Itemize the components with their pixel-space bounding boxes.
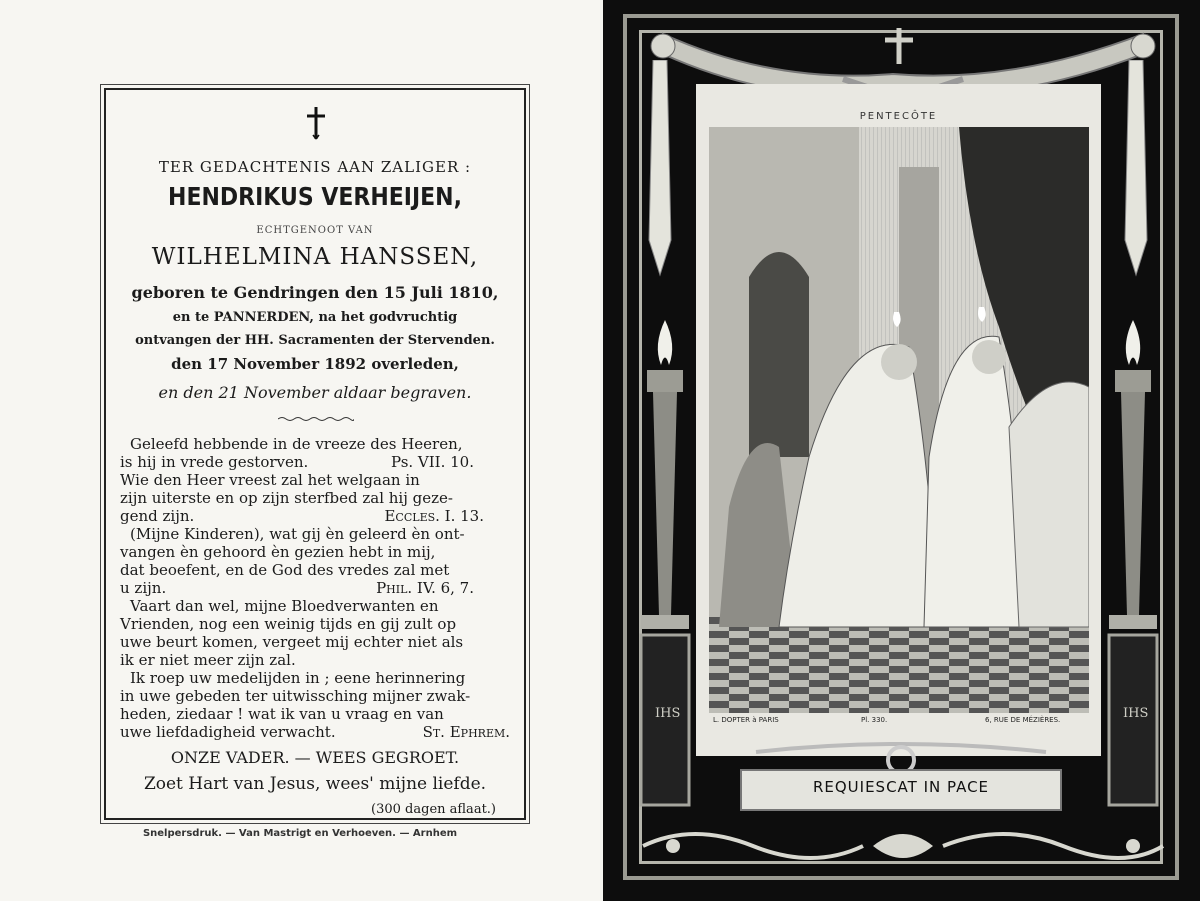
left-tassel — [645, 60, 675, 280]
left-torch-pillar — [635, 315, 695, 815]
author-ref: St. Ephrem. — [422, 723, 510, 741]
prayer-line: uwe beurt komen, vergeet mij echter niet als — [120, 633, 464, 651]
prayer-line: (Mijne Kinderen), wat gij èn geleerd èn ont- — [130, 525, 465, 543]
birth-line: geboren te Gendringen den 15 Juli 1810, — [131, 283, 499, 302]
prayer-line: dat beoefent, en de God des vredes zal met — [120, 561, 450, 579]
ornamental-rule — [278, 416, 354, 422]
burial-line: en den 21 November aldaar begraven. — [158, 383, 472, 402]
spouse-name: WILHELMINA HANSSEN, — [151, 244, 479, 270]
prayer-line: vangen èn gehoord èn gezien hebt in mij, — [120, 543, 436, 561]
ihs-monogram: IHS — [655, 706, 681, 721]
prayer-line: uwe liefdadigheid verwacht. — [120, 723, 336, 741]
death-line: den 17 November 1892 overleden, — [171, 355, 459, 373]
scripture-ref: Phil. IV. 6, 7. — [376, 579, 474, 597]
prayer-line: Geleefd hebbende in de vreeze des Heeren, — [130, 435, 463, 453]
prayer-line: zijn uiterste en op zijn sterfbed zal hij geze- — [120, 489, 453, 507]
printer-imprint: Snelpersdruk. — Van Mastrigt en Verhoeven. — Arnhem — [142, 828, 458, 839]
plate-number: Pl. 330. — [861, 716, 888, 724]
prayer-line: heden, ziedaar ! wat ik van u vraag en van — [120, 705, 444, 723]
publisher-credit: L. DOPTER à PARIS — [713, 716, 779, 724]
memorial-plaque — [736, 742, 1066, 812]
engraving-title: PENTECÔTE — [859, 111, 938, 122]
scripture-ref: Eccles. I. 13. — [384, 507, 484, 525]
ihs-monogram: IHS — [1123, 706, 1149, 721]
sacraments-line: ontvangen der HH. Sacramenten der Stervenden. — [135, 333, 495, 348]
prayer-line: Wie den Heer vreest zal het welgaan in — [120, 471, 420, 489]
scripture-ref: Ps. VII. 10. — [391, 453, 474, 471]
indulgence-note: (300 dagen aflaat.) — [371, 802, 496, 817]
prayer-line: Vaart dan wel, mijne Bloedverwanten en — [130, 597, 439, 615]
requiescat-text: REQUIESCAT IN PACE — [812, 778, 990, 796]
publisher-address: 6, RUE DE MÉZIÈRES. — [985, 716, 1061, 724]
right-torch-pillar — [1103, 315, 1163, 815]
prayer-line: is hij in vrede gestorven. — [120, 453, 309, 471]
deceased-name: HENDRIKUS VERHEIJEN, — [168, 182, 462, 211]
memorial-heading: TER GEDACHTENIS AAN ZALIGER : — [158, 158, 472, 176]
sacred-heart-invocation: Zoet Hart van Jesus, wees' mijne liefde. — [143, 774, 487, 794]
scrollwork-ornament — [633, 822, 1173, 870]
prayer-line: Ik roep uw medelijden in ; eene herinnering — [130, 669, 466, 687]
pentecost-engraving — [709, 127, 1089, 713]
prayer-line: Vrienden, nog een weinig tijds en gij zult op — [120, 615, 457, 633]
right-tassel — [1121, 60, 1151, 280]
spouse-label: ECHTGENOOT VAN — [256, 225, 374, 236]
cross-icon — [305, 106, 327, 140]
text-frame — [104, 88, 526, 820]
prayer-line: in uwe gebeden ter uitwissching mijner zwak- — [120, 687, 471, 705]
prayer-line: gend zijn. — [120, 507, 195, 525]
prayer-line: ik er niet meer zijn zal. — [120, 651, 296, 669]
prayer-line: u zijn. — [120, 579, 167, 597]
picture-card — [603, 0, 1200, 901]
place-line: en te PANNERDEN, na het godvruchtig — [172, 310, 458, 325]
prayer-titles: ONZE VADER. — WEES GEGROET. — [170, 748, 460, 767]
